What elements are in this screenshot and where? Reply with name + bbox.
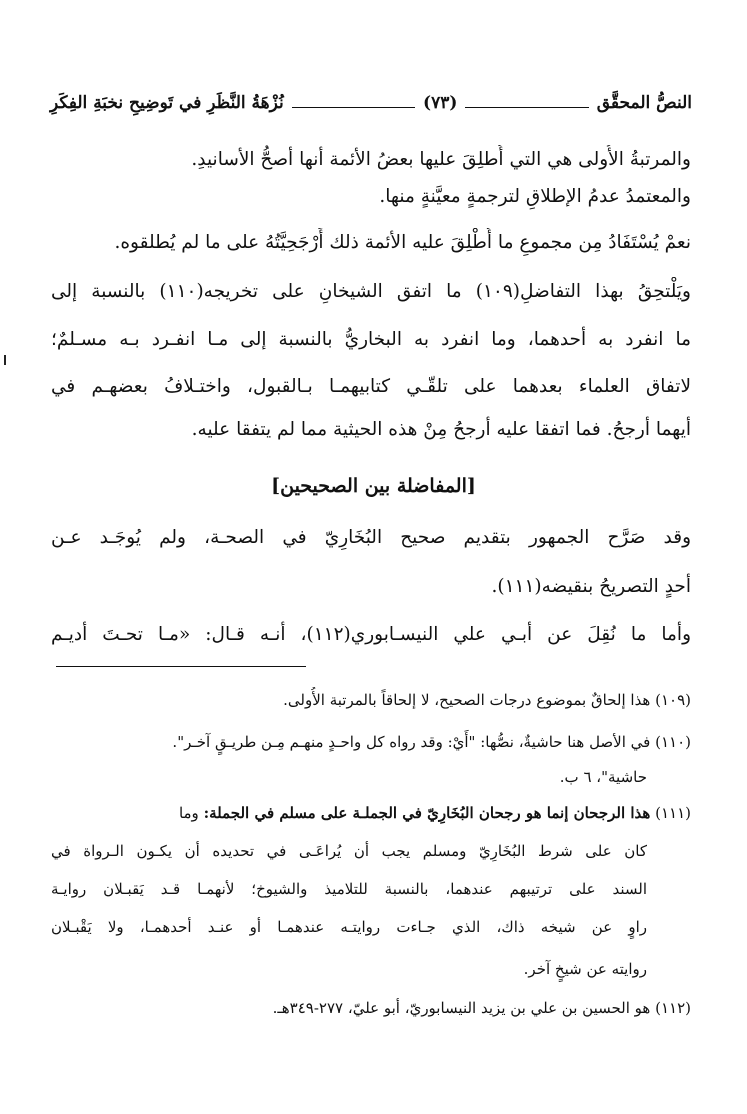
body-line-8: وقد صَرَّح الجمهور بتقديم صحيح البُخَارِيّ في الصحـة، ولم يُوجَـد عـن — [51, 527, 691, 548]
page-number: (٧٣) — [423, 93, 458, 113]
footnote-111-line-1 — [51, 800, 691, 826]
footnote-111-line-3: السند على ترتيبهم عندهما، بالنسبة للتلاميذ والشيوخ؛ لأنهمـا قـد يَقبـلان روايـة — [51, 880, 647, 898]
body-line-10: وأما ما نُقِلَ عن أبـي علي النيسـابوري(١١٢)، أنـه قـال: «مـا تحـتَ أديـم — [51, 624, 691, 645]
footnote-111-line-4: راوٍ عن شيخه ذاك، الذي جـاءت روايتـه عندهمـا أو عنـد أحدهمـا، ولا يَقْبـلان — [51, 918, 647, 936]
footnote-111-line-5: روايته عن شيخٍ آخر. — [523, 960, 647, 978]
footnote-109: (١٠٩) هذا إلحاقٌ بموضوع درجات الصحيح، لا إلحاقاً بالمرتبة الأُولى. — [283, 691, 691, 709]
header-right-title: النصُّ المحقَّق — [596, 93, 692, 113]
header-left-title: نُزْهَةُ النَّظَرِ في تَوضِيحِ نخبَةِ الفِكَرِ — [50, 93, 284, 113]
footnote-112: (١١٢) هو الحسين بن علي بن يزيد النيسابوريّ، أبو عليّ، ٢٧٧-٣٤٩هـ. — [272, 999, 691, 1017]
section-heading: [المفاضلة بين الصحيحين] — [271, 475, 476, 497]
body-line-9: أحدٍ التصريحُ بنقيضه(١١١). — [491, 576, 691, 597]
running-header — [50, 88, 692, 118]
footnote-111-bold: هذا الرجحان إنما هو رجحان البُخَارِيّ في الجملـة على مسلم في الجملة: — [203, 804, 651, 822]
footnote-110-line-2: حاشية"، ٦ ب. — [559, 768, 647, 786]
footnote-111-tail: وما — [178, 804, 199, 822]
body-line-2: والمعتمدُ عدمُ الإطلاقِ لترجمةٍ معيَّنةٍ منها. — [379, 186, 691, 207]
header-rule-left — [292, 107, 415, 108]
footnote-110-line-1: (١١٠) في الأصل هنا حاشيةٌ، نصُّها: "أَيْ: وقد رواه كل واحـدٍ منهـم مِـن طريـقٍ آخـر". — [172, 733, 691, 751]
header-rule-right — [465, 107, 588, 108]
body-line-6: لاتفاق العلماء بعدهما على تلقّـي كتابيهمـا بـالقبول، واختـلافُ بعضهـم في — [51, 376, 691, 397]
footnote-111-line-2: كان على شرط البُخَارِيّ ومسلم يجب أن يُراعَـى في تحديده أن يكـون الـرواة في — [51, 842, 647, 860]
footnote-111-label: (١١١) — [655, 804, 691, 822]
body-line-3: نعمْ يُسْتَفَادُ مِن مجموعِ ما أُطْلِقَ عليه الأئمة ذلك أَرْجَحِيَّتُهُ على ما لم يُطلقوه. — [114, 232, 691, 253]
body-line-4: ويَلْتحِقُ بهذا التفاضلِ(١٠٩) ما اتفق الشيخانِ على تخريجه(١١٠) بالنسبة إلى — [51, 281, 691, 302]
footnote-separator — [56, 666, 306, 667]
body-line-1: والمرتبةُ الأُولى هي التي أُطلِقَ عليها بعضُ الأئمة أنها أصحُّ الأسانيدِ. — [191, 149, 691, 170]
body-line-5: ما انفرد به أحدهما، وما انفرد به البخاريُّ بالنسبة إلى مـا انفـرد بـه مسـلمٌ؛ — [51, 329, 691, 350]
body-line-7: أيهما أرجحُ. فما اتفقا عليه أرجحُ مِنْ هذه الحيثية مما لم يتفقا عليه. — [191, 419, 691, 440]
margin-mark — [4, 355, 6, 365]
